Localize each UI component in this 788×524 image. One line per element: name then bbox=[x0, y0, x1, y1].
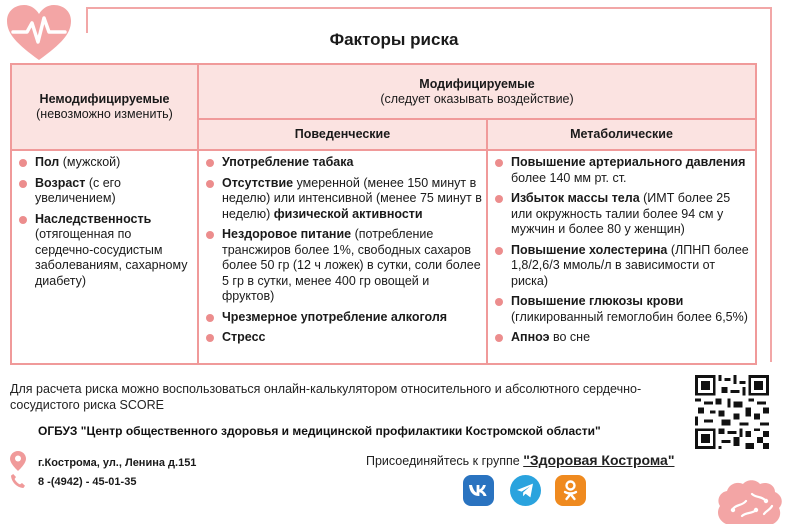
list-item-text: (мужской) bbox=[59, 155, 121, 169]
list-item-text: (с его увеличением) bbox=[35, 175, 121, 205]
list-item-bold: Пол bbox=[35, 155, 60, 169]
metabolic-list bbox=[494, 155, 751, 346]
metabolic-cell bbox=[487, 150, 756, 364]
nonmodifiable-title: Немодифицируемые bbox=[39, 92, 170, 106]
list-item-bold: Употребление табака bbox=[222, 155, 354, 169]
list-item bbox=[205, 310, 482, 326]
list-item-bold: Повышение артериального давления bbox=[511, 155, 746, 169]
list-item bbox=[18, 176, 193, 207]
organization-name: ОГБУЗ "Центр общественного здоровья и медицинской профилактики Костромской области" bbox=[38, 424, 601, 438]
list-item bbox=[494, 191, 751, 238]
risk-factors-table bbox=[10, 63, 757, 365]
list-item-text: более 140 мм рт. ст. bbox=[511, 170, 627, 185]
group-link[interactable]: "Здоровая Кострома" bbox=[523, 452, 675, 468]
list-item bbox=[494, 294, 751, 325]
modifiable-title: Модифицируемые bbox=[419, 76, 535, 91]
odnoklassniki-icon[interactable] bbox=[555, 475, 586, 506]
list-item-text: (гликированный гемоглобин более 6,5%) bbox=[511, 309, 748, 324]
behavioral-list bbox=[205, 155, 482, 346]
nonmodifiable-list bbox=[18, 155, 193, 289]
modifiable-header bbox=[198, 64, 756, 119]
list-item bbox=[205, 176, 482, 223]
page-title: Факторы риска bbox=[329, 30, 459, 49]
list-item-text: (ИМТ более 25 или окружность талии более 94 см у мужчин и более 80 у женщин) bbox=[511, 191, 731, 236]
list-item bbox=[494, 243, 751, 290]
join-label: Присоединяйтесь к группе bbox=[366, 454, 520, 468]
nonmodifiable-subtitle: (невозможно изменить) bbox=[36, 107, 173, 121]
score-calculator-note: Для расчета риска можно воспользоваться онлайн-калькулятором относительного и абсолютного сердечно-сосудистого риска SCORE bbox=[10, 382, 642, 412]
vk-icon[interactable] bbox=[463, 475, 494, 506]
nonmodifiable-cell bbox=[11, 150, 198, 364]
list-item bbox=[205, 330, 482, 346]
list-item-bold: Отсутствие bbox=[222, 175, 294, 190]
list-item-text: (ЛПНП более 1,8/2,6/3 ммоль/л в зависимости от риска) bbox=[511, 242, 749, 288]
nonmodifiable-header bbox=[11, 64, 198, 150]
list-item-bold: Нездоровое питание bbox=[222, 227, 352, 241]
list-item-bold: Чрезмерное употребление алкоголя bbox=[222, 309, 448, 324]
list-item-bold: Стресс bbox=[222, 330, 266, 344]
list-item-bold: Апноэ bbox=[511, 330, 550, 344]
brain-icon bbox=[712, 470, 788, 524]
frame-right-line bbox=[770, 7, 772, 362]
telegram-icon[interactable] bbox=[510, 475, 541, 506]
list-item-bold: Возраст bbox=[35, 175, 86, 190]
qr-code[interactable] bbox=[695, 375, 769, 449]
list-item-text: (отягощенная по сердечно-сосудистым заболеваниям, сахарному диабету) bbox=[35, 227, 188, 288]
address: г.Кострома, ул., Ленина д.151 bbox=[38, 457, 197, 469]
behavioral-header: Поведенческие bbox=[198, 119, 487, 150]
list-item-bold: Повышение холестерина bbox=[511, 242, 668, 257]
list-item-text: (потребление трансжиров более 1%, свободных сахаров более 50 гр (12 ч ложек) в сутки, соли более 5 гр в сутки, менее 400 гр овощей и фруктов) bbox=[222, 227, 481, 303]
list-item-bold: физической активности bbox=[273, 206, 423, 221]
modifiable-subtitle: (следует оказывать воздействие) bbox=[380, 91, 574, 106]
phone-number[interactable]: 8 -(4942) - 45-01-35 bbox=[38, 476, 137, 488]
list-item-bold: Наследственность bbox=[35, 211, 152, 226]
list-item-text: во сне bbox=[549, 330, 591, 344]
list-item-bold: Избыток массы тела bbox=[511, 191, 640, 205]
list-item bbox=[494, 330, 751, 346]
phone-icon bbox=[10, 473, 26, 489]
list-item-bold: Повышение глюкозы крови bbox=[511, 294, 684, 308]
list-item bbox=[205, 155, 482, 171]
join-group-text bbox=[366, 452, 674, 468]
frame-top-line bbox=[86, 7, 772, 9]
list-item-text: умеренной (менее 150 минут в неделю) или интенсивной (менее 75 минут в неделю) bbox=[222, 175, 482, 221]
list-item bbox=[205, 227, 482, 305]
location-pin-icon bbox=[10, 451, 26, 471]
list-item bbox=[18, 155, 193, 171]
list-item bbox=[494, 155, 751, 186]
list-item bbox=[18, 212, 193, 290]
behavioral-cell bbox=[198, 150, 487, 364]
metabolic-header: Метаболические bbox=[487, 119, 756, 150]
